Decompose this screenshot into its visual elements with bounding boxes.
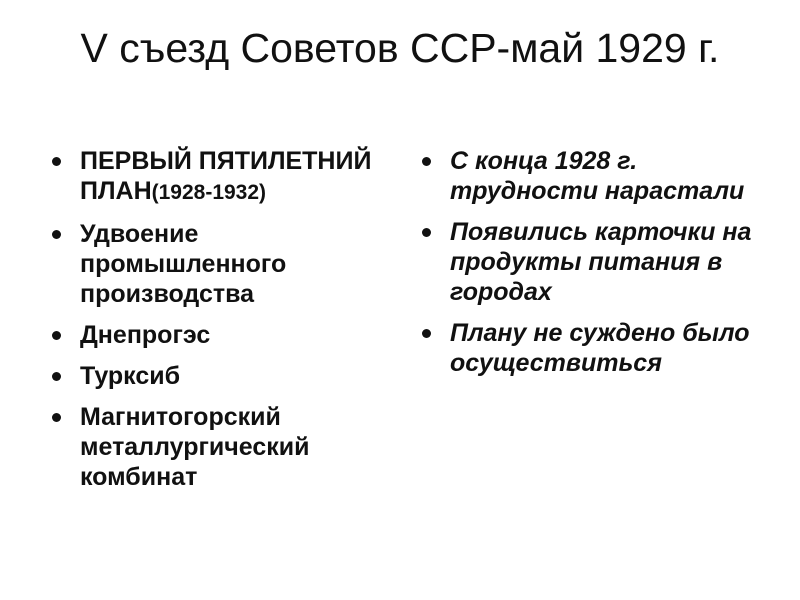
list-item — [48, 402, 378, 492]
list-item-text: Удвоение промышленного производства — [80, 220, 287, 308]
bullet-icon — [422, 228, 431, 237]
bullet-icon — [52, 331, 61, 340]
slide-title: V съезд Советов ССР-май 1929 г. — [80, 25, 720, 71]
list-item — [418, 318, 768, 378]
right-bullet-list — [418, 146, 768, 389]
bullet-icon — [422, 329, 431, 338]
bullet-icon — [422, 157, 431, 166]
bullet-icon — [52, 372, 61, 381]
left-bullet-list — [48, 146, 378, 503]
bullet-icon — [52, 413, 61, 422]
list-item-text: Появились карточки на продукты питания в городах — [450, 218, 752, 306]
list-item — [418, 146, 768, 206]
list-item — [48, 361, 378, 391]
bullet-icon — [52, 230, 61, 239]
list-item — [48, 219, 378, 309]
list-item — [48, 320, 378, 350]
list-item-text: С конца 1928 г. трудности нарастали — [450, 147, 745, 205]
list-item-text: Днепрогэс — [80, 321, 211, 349]
bullet-icon — [52, 157, 61, 166]
list-item-suffix: (1928-1932) — [151, 181, 267, 204]
list-item-text: ПЕРВЫЙ ПЯТИЛЕТНИЙ ПЛАН — [80, 147, 372, 205]
list-item-text: Плану не суждено было осуществиться — [450, 319, 750, 377]
list-item-text: Турксиб — [80, 362, 181, 390]
list-item-text: Магнитогорский металлургический комбинат — [80, 403, 310, 491]
list-item — [418, 217, 768, 307]
list-item — [48, 146, 378, 208]
